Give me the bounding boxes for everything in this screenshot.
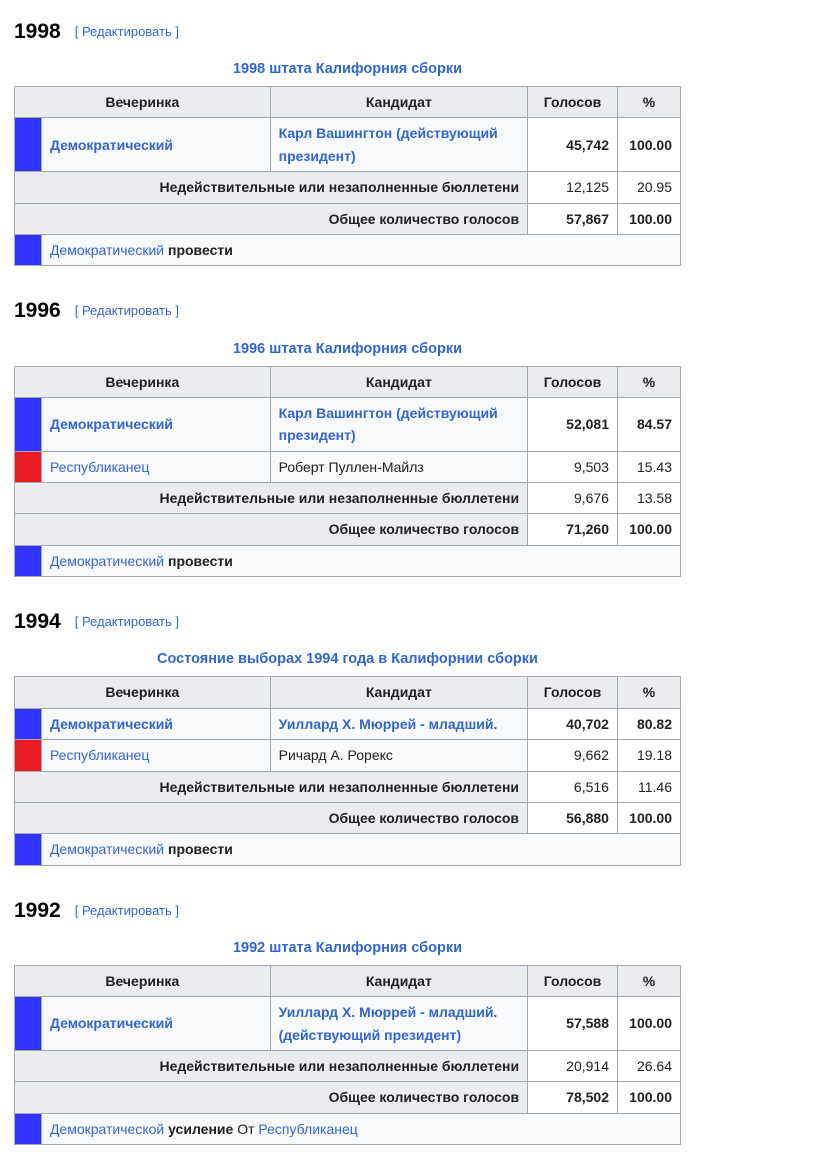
party-cell <box>41 997 270 1051</box>
year-heading <box>14 610 681 633</box>
table-row <box>15 997 681 1051</box>
total-votes: 71,260 <box>528 514 618 545</box>
percent-value: 100.00 <box>617 997 680 1051</box>
total-percent: 100.00 <box>617 1082 680 1113</box>
invalid-label: Недействительные или незаполненные бюллетени <box>15 172 528 203</box>
results-table-1992 <box>14 965 681 1145</box>
year-text: 1992 <box>14 898 61 922</box>
result-hold-text: провести <box>164 242 233 259</box>
table-caption <box>14 940 681 956</box>
invalid-votes: 9,676 <box>528 483 618 514</box>
table-caption-link[interactable]: 1998 штата Калифорния сборки <box>232 61 463 78</box>
table-caption-link[interactable]: Состояние выборах 1994 года в Калифорнии сборки <box>157 651 538 668</box>
table-caption <box>14 651 681 667</box>
section-1996 <box>14 299 681 577</box>
party-cell <box>41 708 270 739</box>
year-text: 1994 <box>14 610 61 634</box>
invalid-votes: 6,516 <box>528 771 618 802</box>
section-1994 <box>14 610 681 865</box>
invalid-percent: 26.64 <box>617 1050 680 1081</box>
candidate-cell <box>270 118 527 172</box>
year-text: 1996 <box>14 299 61 323</box>
candidate-name: Роберт Пуллен-Майлз <box>278 458 424 475</box>
table-caption <box>14 61 681 77</box>
edit-link[interactable]: [ Редактировать ] <box>74 614 179 630</box>
result-party-link[interactable]: Демократический <box>49 242 165 259</box>
result-cell <box>41 235 680 266</box>
table-row <box>15 397 681 451</box>
table-caption-link[interactable]: 1996 штата Калифорния сборки <box>232 340 463 357</box>
header-candidate: Кандидат <box>270 965 527 996</box>
header-row <box>15 366 681 397</box>
party-color-swatch <box>15 451 42 482</box>
total-percent: 100.00 <box>617 802 680 833</box>
table-row <box>15 708 681 739</box>
percent-value: 15.43 <box>617 451 680 482</box>
header-party: Вечеринка <box>15 87 271 118</box>
invalid-label: Недействительные или незаполненные бюллетени <box>15 1050 528 1081</box>
party-link[interactable]: Демократический <box>49 715 173 732</box>
total-percent: 100.00 <box>617 203 680 234</box>
votes-value: 45,742 <box>528 118 618 172</box>
results-table-1994 <box>14 676 681 865</box>
edit-link[interactable]: [ Редактировать ] <box>74 902 179 918</box>
party-link[interactable]: Республиканец <box>49 458 150 475</box>
party-link[interactable]: Демократический <box>49 136 173 153</box>
invalid-votes: 20,914 <box>528 1050 618 1081</box>
result-row <box>15 1113 681 1144</box>
total-votes-row <box>15 802 681 833</box>
year-heading <box>14 299 681 322</box>
total-votes-row <box>15 514 681 545</box>
votes-value: 52,081 <box>528 397 618 451</box>
header-party: Вечеринка <box>15 965 271 996</box>
party-color-swatch <box>15 708 42 739</box>
header-percent: % <box>617 965 680 996</box>
table-caption-link[interactable]: 1992 штата Калифорния сборки <box>232 939 463 956</box>
total-label: Общее количество голосов <box>15 1082 528 1113</box>
results-table-1998 <box>14 86 681 266</box>
votes-value: 9,503 <box>528 451 618 482</box>
result-hold-text: провести <box>164 841 233 858</box>
result-cell <box>41 545 680 576</box>
party-color-swatch <box>15 997 42 1051</box>
party-link[interactable]: Республиканец <box>49 747 150 764</box>
candidate-name: Ричард А. Рорекс <box>278 747 393 764</box>
candidate-link[interactable]: Уиллард Х. Мюррей - младший. (действующий президент) <box>278 1004 498 1043</box>
result-cell <box>41 834 680 865</box>
edit-link[interactable]: [ Редактировать ] <box>74 24 179 39</box>
percent-value: 19.18 <box>617 740 680 771</box>
section-1998 <box>14 20 681 266</box>
result-row <box>15 235 681 266</box>
invalid-percent: 11.46 <box>617 771 680 802</box>
result-party-link[interactable]: Демократический <box>49 841 165 858</box>
header-party: Вечеринка <box>15 677 271 708</box>
result-color-swatch <box>15 235 42 266</box>
total-votes-row <box>15 1082 681 1113</box>
result-party-link[interactable]: Демократической <box>49 1120 165 1137</box>
invalid-ballots-row <box>15 1050 681 1081</box>
invalid-label: Недействительные или незаполненные бюллетени <box>15 771 528 802</box>
result-color-swatch <box>15 1113 42 1144</box>
header-votes: Голосов <box>528 677 618 708</box>
party-link[interactable]: Демократический <box>49 1015 173 1032</box>
invalid-label: Недействительные или незаполненные бюллетени <box>15 483 528 514</box>
header-row <box>15 677 681 708</box>
result-row <box>15 834 681 865</box>
invalid-percent: 20.95 <box>617 172 680 203</box>
header-percent: % <box>617 366 680 397</box>
result-row <box>15 545 681 576</box>
candidate-cell <box>270 708 527 739</box>
header-candidate: Кандидат <box>270 677 527 708</box>
edit-link[interactable]: [ Редактировать ] <box>74 303 179 319</box>
header-percent: % <box>617 87 680 118</box>
total-votes: 56,880 <box>528 802 618 833</box>
invalid-ballots-row <box>15 172 681 203</box>
candidate-cell <box>270 397 527 451</box>
party-color-swatch <box>15 118 42 172</box>
result-color-swatch <box>15 545 42 576</box>
total-label: Общее количество голосов <box>15 802 528 833</box>
party-cell <box>41 118 270 172</box>
results-table-1996 <box>14 366 681 578</box>
section-1992 <box>14 899 681 1145</box>
total-votes-row <box>15 203 681 234</box>
party-cell <box>41 397 270 451</box>
candidate-cell <box>270 451 527 482</box>
party-link[interactable]: Демократический <box>49 416 173 433</box>
result-mid-text: От <box>233 1120 259 1137</box>
percent-value: 100.00 <box>617 118 680 172</box>
votes-value: 40,702 <box>528 708 618 739</box>
invalid-percent: 13.58 <box>617 483 680 514</box>
party-color-swatch <box>15 397 42 451</box>
candidate-link[interactable]: Уиллард Х. Мюррей - младший. <box>278 715 498 732</box>
header-candidate: Кандидат <box>270 366 527 397</box>
result-gain-text: усиление <box>164 1120 234 1137</box>
invalid-votes: 12,125 <box>528 172 618 203</box>
result-party-link-2[interactable]: Республиканец <box>258 1120 358 1137</box>
year-text: 1998 <box>14 20 61 43</box>
result-color-swatch <box>15 834 42 865</box>
invalid-ballots-row <box>15 771 681 802</box>
party-cell <box>41 740 270 771</box>
percent-value: 80.82 <box>617 708 680 739</box>
table-row <box>15 451 681 482</box>
result-party-link[interactable]: Демократический <box>49 552 165 569</box>
total-label: Общее количество голосов <box>15 203 528 234</box>
invalid-ballots-row <box>15 483 681 514</box>
party-cell <box>41 451 270 482</box>
result-cell <box>41 1113 680 1144</box>
header-votes: Голосов <box>528 87 618 118</box>
year-heading <box>14 899 681 922</box>
header-row <box>15 965 681 996</box>
votes-value: 9,662 <box>528 740 618 771</box>
header-votes: Голосов <box>528 366 618 397</box>
header-percent: % <box>617 677 680 708</box>
candidate-cell <box>270 997 527 1051</box>
candidate-link[interactable]: Карл Вашингтон (действующий президент) <box>278 404 498 444</box>
percent-value: 84.57 <box>617 397 680 451</box>
result-hold-text: провести <box>164 552 233 569</box>
table-row <box>15 118 681 172</box>
header-party: Вечеринка <box>15 366 271 397</box>
candidate-link[interactable]: Карл Вашингтон (действующий президент) <box>278 125 498 164</box>
total-votes: 78,502 <box>528 1082 618 1113</box>
header-candidate: Кандидат <box>270 87 527 118</box>
header-row <box>15 87 681 118</box>
table-row <box>15 740 681 771</box>
total-votes: 57,867 <box>528 203 618 234</box>
year-heading <box>14 20 681 43</box>
table-caption <box>14 341 681 357</box>
candidate-cell <box>270 740 527 771</box>
total-label: Общее количество голосов <box>15 514 528 545</box>
header-votes: Голосов <box>528 965 618 996</box>
total-percent: 100.00 <box>617 514 680 545</box>
votes-value: 57,588 <box>528 997 618 1051</box>
party-color-swatch <box>15 740 42 771</box>
